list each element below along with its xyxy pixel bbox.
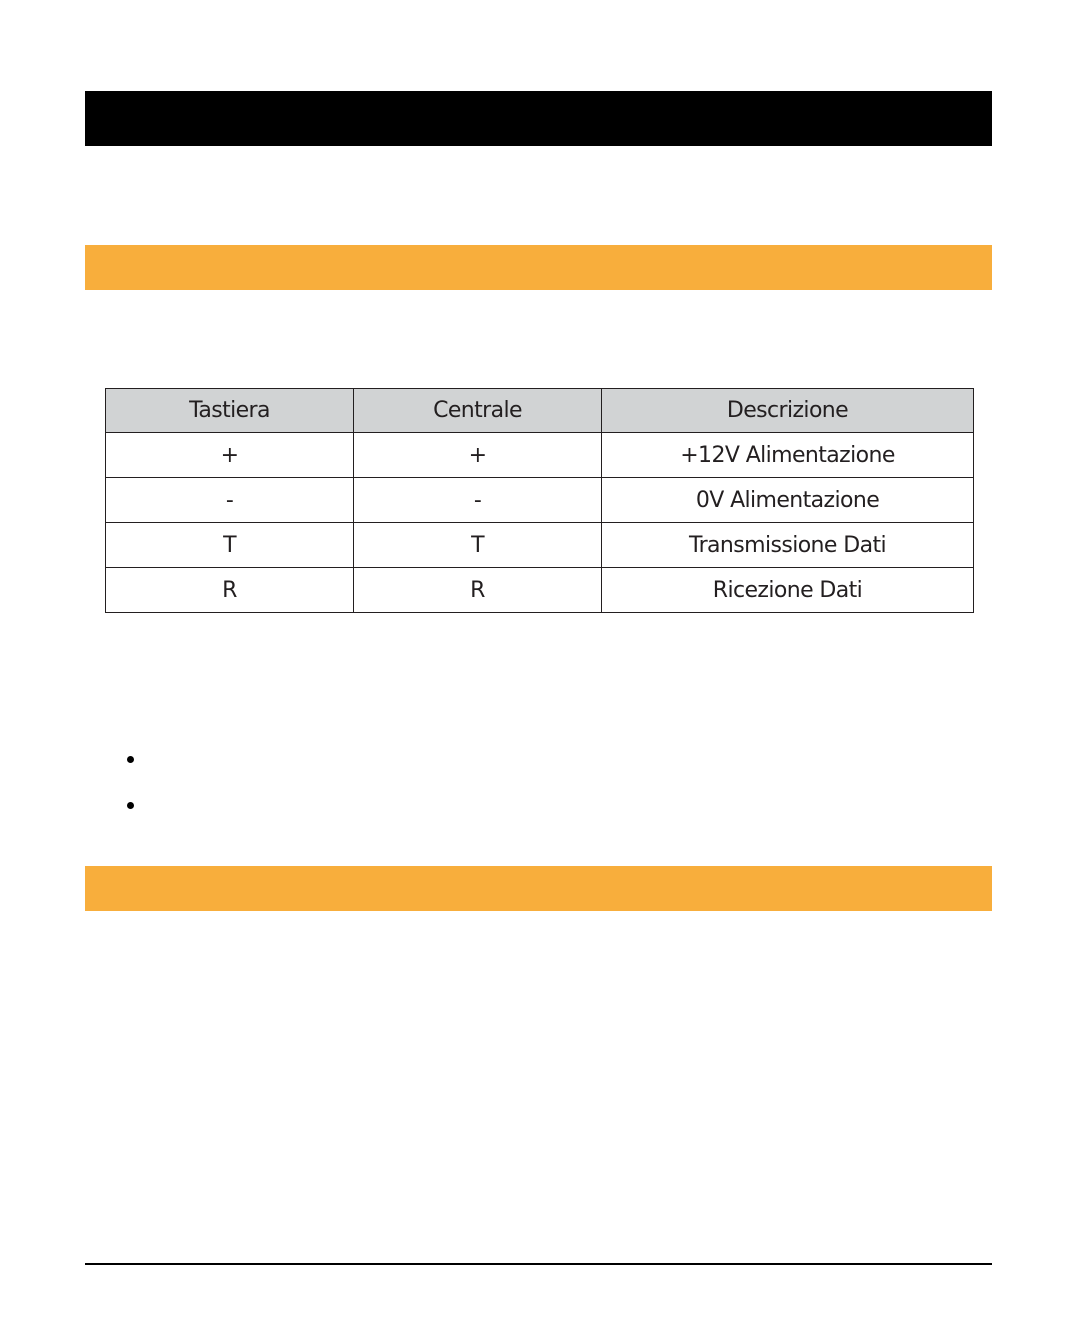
cell-descrizione: +12V Alimentazione — [602, 433, 974, 478]
header-centrale: Centrale — [354, 389, 602, 433]
cell-tastiera: + — [106, 433, 354, 478]
section-bar-1 — [85, 245, 992, 290]
cell-tastiera: R — [106, 568, 354, 613]
header-bar — [85, 91, 992, 146]
footer-divider — [85, 1263, 992, 1265]
cell-centrale: - — [354, 478, 602, 523]
cell-descrizione: Transmissione Dati — [602, 523, 974, 568]
table-row — [106, 478, 974, 523]
header-descrizione: Descrizione — [602, 389, 974, 433]
cell-centrale: T — [354, 523, 602, 568]
cell-tastiera: T — [106, 523, 354, 568]
section-bar-2 — [85, 866, 992, 911]
table-row — [106, 433, 974, 478]
cell-descrizione: 0V Alimentazione — [602, 478, 974, 523]
cell-centrale: R — [354, 568, 602, 613]
cell-descrizione: Ricezione Dati — [602, 568, 974, 613]
header-tastiera: Tastiera — [106, 389, 354, 433]
table-header-row — [106, 389, 974, 433]
cell-tastiera: - — [106, 478, 354, 523]
table-row — [106, 523, 974, 568]
bullet-icon — [127, 756, 134, 763]
cell-centrale: + — [354, 433, 602, 478]
table-row — [106, 568, 974, 613]
connection-table — [105, 388, 974, 613]
bullet-icon — [127, 802, 134, 809]
